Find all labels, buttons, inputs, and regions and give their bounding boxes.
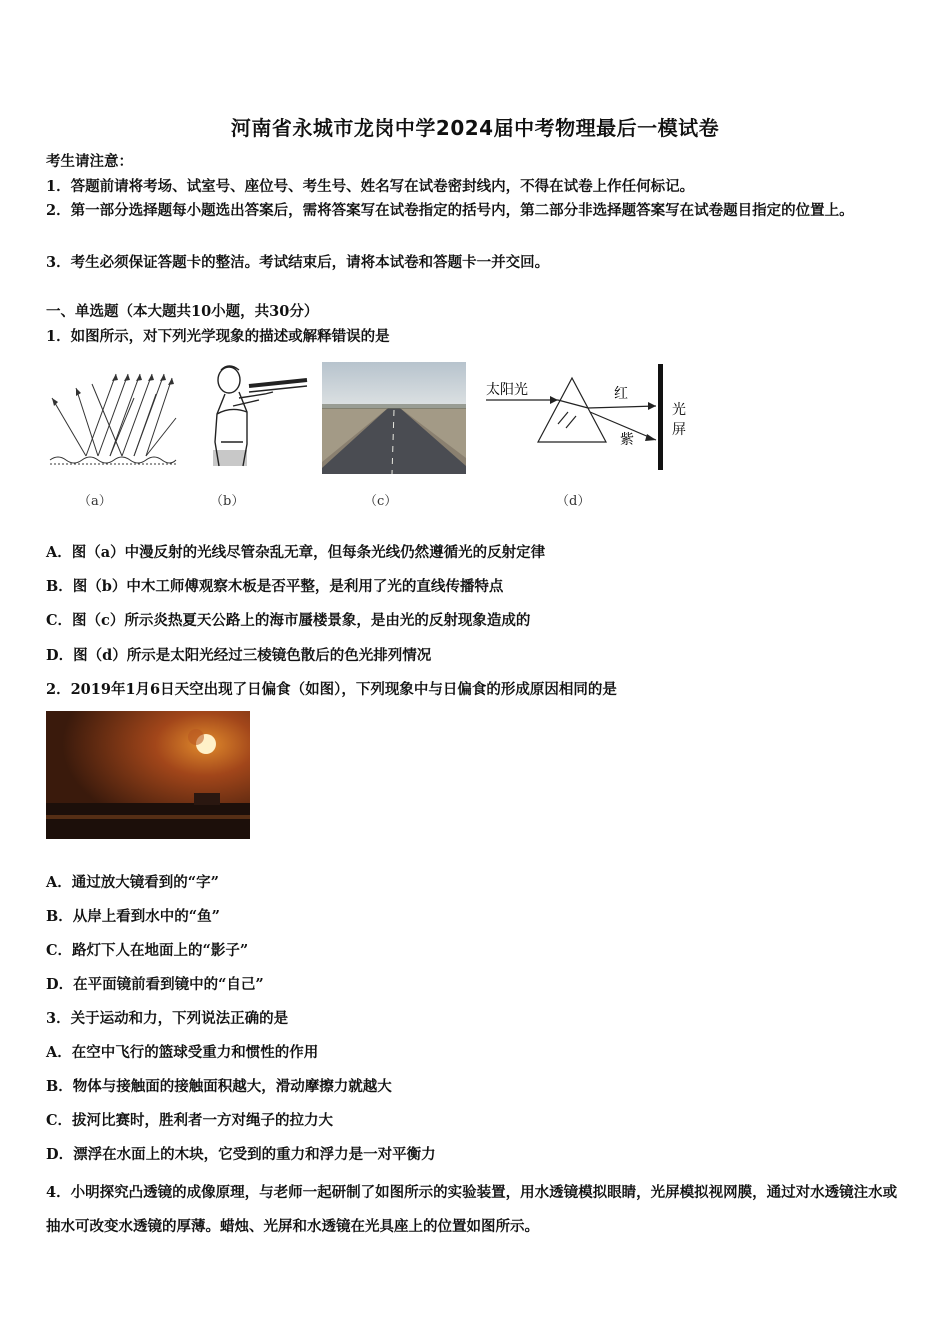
notice-item: 2．第一部分选择题每小题选出答案后，需将答案写在试卷指定的括号内，第二部分非选择题答案写在试卷题目指定的位置上。 — [46, 202, 854, 219]
q1-stem: 1．如图所示，对下列光学现象的描述或解释错误的是 — [46, 328, 390, 345]
q2-stem: 2．2019年1月6日天空出现了日偏食（如图），下列现象中与日偏食的形成原因相同的是 — [46, 681, 617, 698]
q2-option-c: C．路灯下人在地面上的“影子” — [46, 942, 249, 959]
figure-caption-b: （b） — [210, 494, 245, 509]
purple-label: 紫 — [620, 432, 634, 448]
mirage-road-photo — [322, 362, 466, 474]
eclipse-sunset-photo — [46, 711, 250, 839]
q3-option-d: D．漂浮在水面上的木块，它受到的重力和浮力是一对平衡力 — [46, 1146, 436, 1163]
sunlight-label: 太阳光 — [486, 382, 528, 398]
prism-dispersion-diagram — [484, 364, 694, 472]
page-title: 河南省永城市龙岗中学2024届中考物理最后一模试卷 — [230, 116, 720, 140]
figure-caption-a: （a） — [78, 494, 112, 509]
carpenter-sighting-diagram — [203, 362, 313, 472]
q3-stem: 3．关于运动和力，下列说法正确的是 — [46, 1010, 289, 1027]
figure-caption-d: （d） — [556, 494, 591, 509]
q1-option-a: A．图（a）中漫反射的光线尽管杂乱无章，但每条光线仍然遵循光的反射定律 — [46, 544, 546, 561]
notice-heading: 考生请注意： — [46, 153, 133, 170]
q3-option-a: A．在空中飞行的篮球受重力和惯性的作用 — [46, 1044, 319, 1061]
notice-item: 1．答题前请将考场、试室号、座位号、考生号、姓名写在试卷密封线内，不得在试卷上作任何标记。 — [46, 178, 695, 195]
q1-option-b: B．图（b）中木工师傅观察木板是否平整，是利用了光的直线传播特点 — [46, 578, 504, 595]
q4-stem: 4．小明探究凸透镜的成像原理，与老师一起研制了如图所示的实验装置，用水透镜模拟眼睛，光屏模拟视网膜，通过对水透镜注水或抽水可改变水透镜的厚薄。蜡烛、光屏和水透镜在光具座上的位置如图所示。 — [46, 1184, 898, 1235]
q3-option-b: B．物体与接触面的接触面积越大，滑动摩擦力就越大 — [46, 1078, 392, 1095]
section-heading: 一、单选题（本大题共10小题，共30分） — [46, 303, 319, 320]
q1-option-c: C．图（c）所示炎热夏天公路上的海市蜃楼景象，是由光的反射现象造成的 — [46, 612, 531, 629]
red-label: 红 — [614, 386, 628, 402]
q1-option-d: D．图（d）所示是太阳光经过三棱镜色散后的色光排列情况 — [46, 647, 432, 664]
screen-label: 屏 — [672, 422, 686, 438]
q2-option-d: D．在平面镜前看到镜中的“自己” — [46, 976, 264, 993]
q3-option-c: C．拔河比赛时，胜利者一方对绳子的拉力大 — [46, 1112, 334, 1129]
diffuse-reflection-diagram — [46, 368, 178, 470]
q2-option-a: A．通过放大镜看到的“字” — [46, 874, 219, 891]
notice-item: 3．考生必须保证答题卡的整洁。考试结束后，请将本试卷和答题卡一并交回。 — [46, 254, 550, 271]
screen-label: 光 — [672, 402, 686, 418]
figure-caption-c: （c） — [364, 494, 398, 509]
q2-option-b: B．从岸上看到水中的“鱼” — [46, 908, 220, 925]
